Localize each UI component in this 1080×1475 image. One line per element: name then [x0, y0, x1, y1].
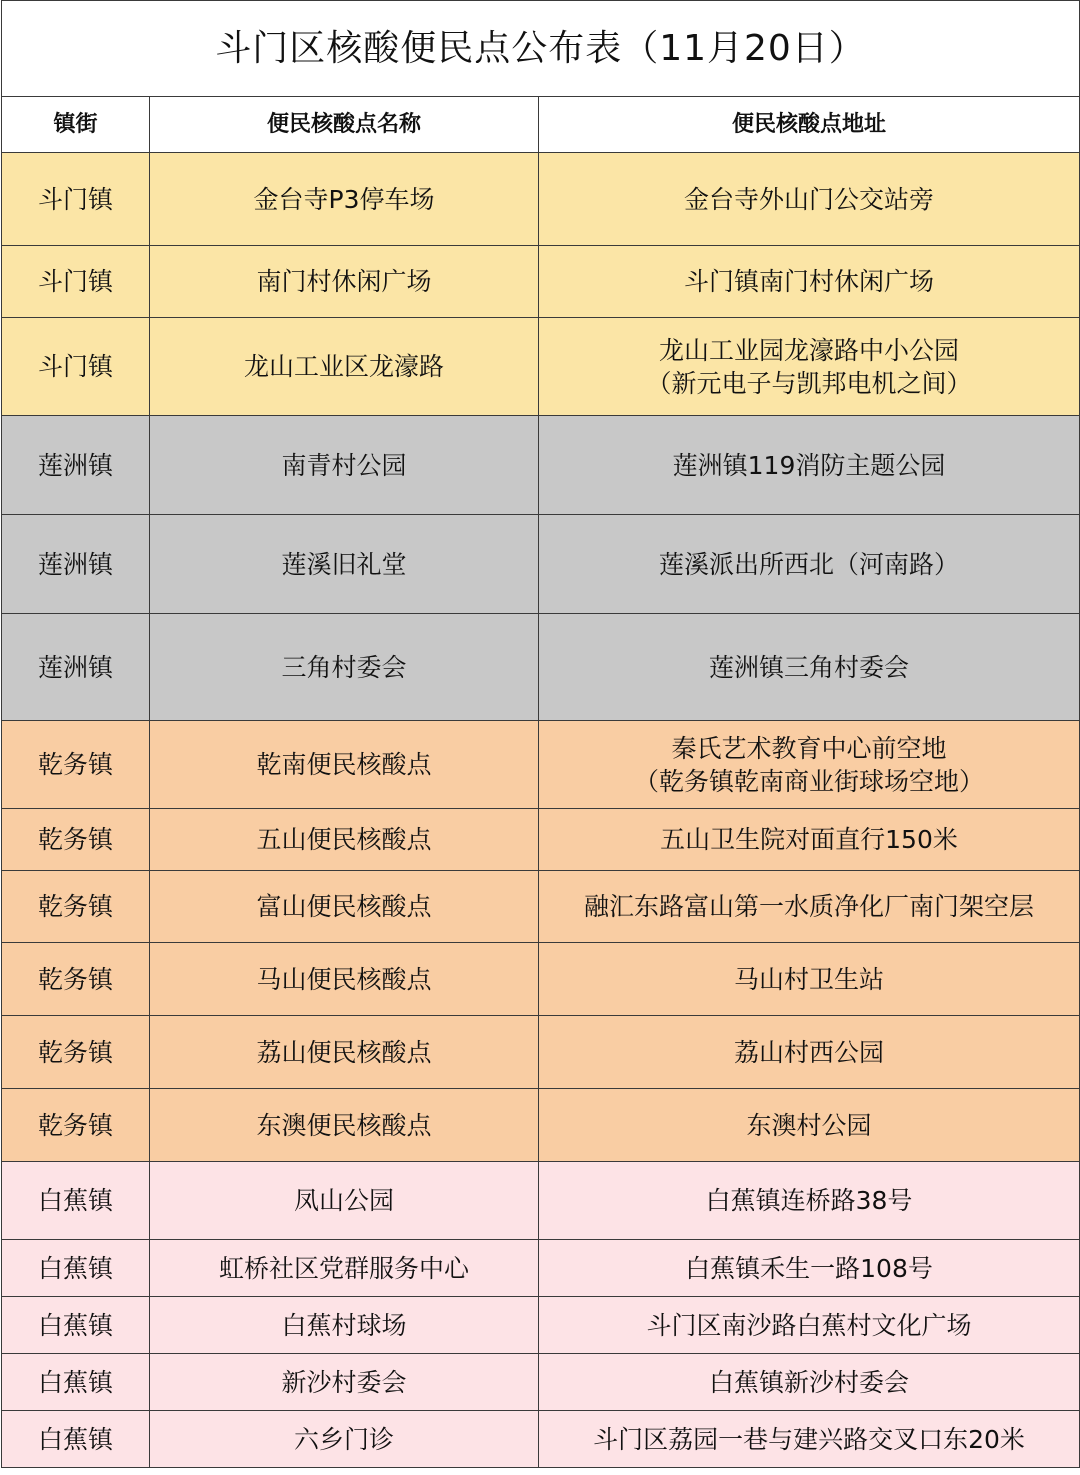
address-line: 白蕉镇禾生一路108号	[685, 1253, 933, 1283]
address-line: 五山卫生院对面直行150米	[660, 825, 958, 854]
address-line: 融汇东路富山第一水质净化厂南门架空层	[584, 892, 1035, 921]
cell-address	[539, 1411, 1080, 1468]
table-row	[2, 153, 1080, 246]
header-town: 镇街	[2, 97, 150, 153]
cell-site-name: 富山便民核酸点	[150, 871, 539, 943]
address-line: （乾务镇乾南商业街球场空地）	[634, 766, 985, 796]
address-line: 白蕉镇连桥路38号	[705, 1186, 913, 1215]
table-row	[2, 318, 1080, 416]
cell-site-name: 荔山便民核酸点	[150, 1016, 539, 1089]
cell-site-name: 六乡门诊	[150, 1411, 539, 1468]
cell-site-name: 三角村委会	[150, 614, 539, 721]
cell-town: 白蕉镇	[2, 1162, 150, 1240]
table-row	[2, 1162, 1080, 1240]
cell-site-name: 金台寺P3停车场	[150, 153, 539, 246]
cell-town: 斗门镇	[2, 153, 150, 246]
cell-address	[539, 318, 1080, 416]
cell-address	[539, 871, 1080, 943]
address-line: 荔山村西公园	[734, 1037, 885, 1067]
header-address: 便民核酸点地址	[539, 97, 1080, 153]
cell-town: 白蕉镇	[2, 1240, 150, 1297]
cell-site-name: 南门村休闲广场	[150, 246, 539, 318]
address-line: 莲洲镇119消防主题公园	[672, 450, 946, 480]
address-line: 秦氏艺术教育中心前空地	[671, 733, 947, 763]
cell-town: 乾务镇	[2, 943, 150, 1016]
table-row	[2, 943, 1080, 1016]
cell-address	[539, 1089, 1080, 1162]
cell-town: 斗门镇	[2, 246, 150, 318]
table-row	[2, 1240, 1080, 1297]
cell-site-name: 马山便民核酸点	[150, 943, 539, 1016]
table-row	[2, 1297, 1080, 1354]
table-row	[2, 614, 1080, 721]
cell-address	[539, 943, 1080, 1016]
cell-town: 乾务镇	[2, 871, 150, 943]
cell-site-name: 新沙村委会	[150, 1354, 539, 1411]
table-row	[2, 1411, 1080, 1468]
address-line: 马山村卫生站	[734, 964, 885, 994]
cell-site-name: 南青村公园	[150, 416, 539, 515]
header-site-name: 便民核酸点名称	[150, 97, 539, 153]
table-row	[2, 1089, 1080, 1162]
address-line: 白蕉镇新沙村委会	[709, 1367, 910, 1397]
cell-address	[539, 246, 1080, 318]
cell-town: 乾务镇	[2, 1089, 150, 1162]
cell-site-name: 东澳便民核酸点	[150, 1089, 539, 1162]
cell-site-name: 白蕉村球场	[150, 1297, 539, 1354]
table-row	[2, 416, 1080, 515]
cell-town: 莲洲镇	[2, 614, 150, 721]
cell-address	[539, 809, 1080, 871]
cell-town: 乾务镇	[2, 721, 150, 809]
cell-site-name: 虹桥社区党群服务中心	[150, 1240, 539, 1297]
cell-address	[539, 1354, 1080, 1411]
address-line: 金台寺外山门公交站旁	[684, 184, 935, 214]
table-row	[2, 721, 1080, 809]
cell-address	[539, 515, 1080, 614]
cell-address	[539, 1297, 1080, 1354]
cell-town: 白蕉镇	[2, 1411, 150, 1468]
address-line: 斗门区南沙路白蕉村文化广场	[646, 1310, 972, 1340]
cell-town: 莲洲镇	[2, 416, 150, 515]
page-title: 斗门区核酸便民点公布表（11月20日）	[2, 1, 1080, 97]
table-row	[2, 1354, 1080, 1411]
table-row	[2, 246, 1080, 318]
table-row	[2, 809, 1080, 871]
address-line: （新元电子与凯邦电机之间）	[646, 368, 972, 398]
cell-address	[539, 153, 1080, 246]
table-row	[2, 515, 1080, 614]
cell-address	[539, 416, 1080, 515]
title-row	[2, 1, 1080, 97]
header-row	[2, 97, 1080, 153]
address-line: 莲溪派出所西北（河南路）	[659, 549, 960, 579]
cell-town: 白蕉镇	[2, 1297, 150, 1354]
testing-site-table	[1, 0, 1080, 1468]
cell-address	[539, 614, 1080, 721]
address-line: 东澳村公园	[746, 1110, 872, 1140]
cell-town: 乾务镇	[2, 809, 150, 871]
cell-site-name: 凤山公园	[150, 1162, 539, 1240]
cell-town: 乾务镇	[2, 1016, 150, 1089]
cell-address	[539, 1162, 1080, 1240]
cell-site-name: 莲溪旧礼堂	[150, 515, 539, 614]
cell-address	[539, 721, 1080, 809]
cell-town: 莲洲镇	[2, 515, 150, 614]
cell-site-name: 五山便民核酸点	[150, 809, 539, 871]
address-line: 斗门区荔园一巷与建兴路交叉口东20米	[593, 1424, 1025, 1454]
address-line: 斗门镇南门村休闲广场	[684, 267, 935, 296]
table-row	[2, 871, 1080, 943]
cell-site-name: 龙山工业区龙濠路	[150, 318, 539, 416]
cell-site-name: 乾南便民核酸点	[150, 721, 539, 809]
address-line: 莲洲镇三角村委会	[709, 652, 910, 682]
table-row	[2, 1016, 1080, 1089]
cell-address	[539, 1016, 1080, 1089]
cell-town: 白蕉镇	[2, 1354, 150, 1411]
cell-address	[539, 1240, 1080, 1297]
address-line: 龙山工业园龙濠路中小公园	[659, 335, 960, 365]
cell-town: 斗门镇	[2, 318, 150, 416]
